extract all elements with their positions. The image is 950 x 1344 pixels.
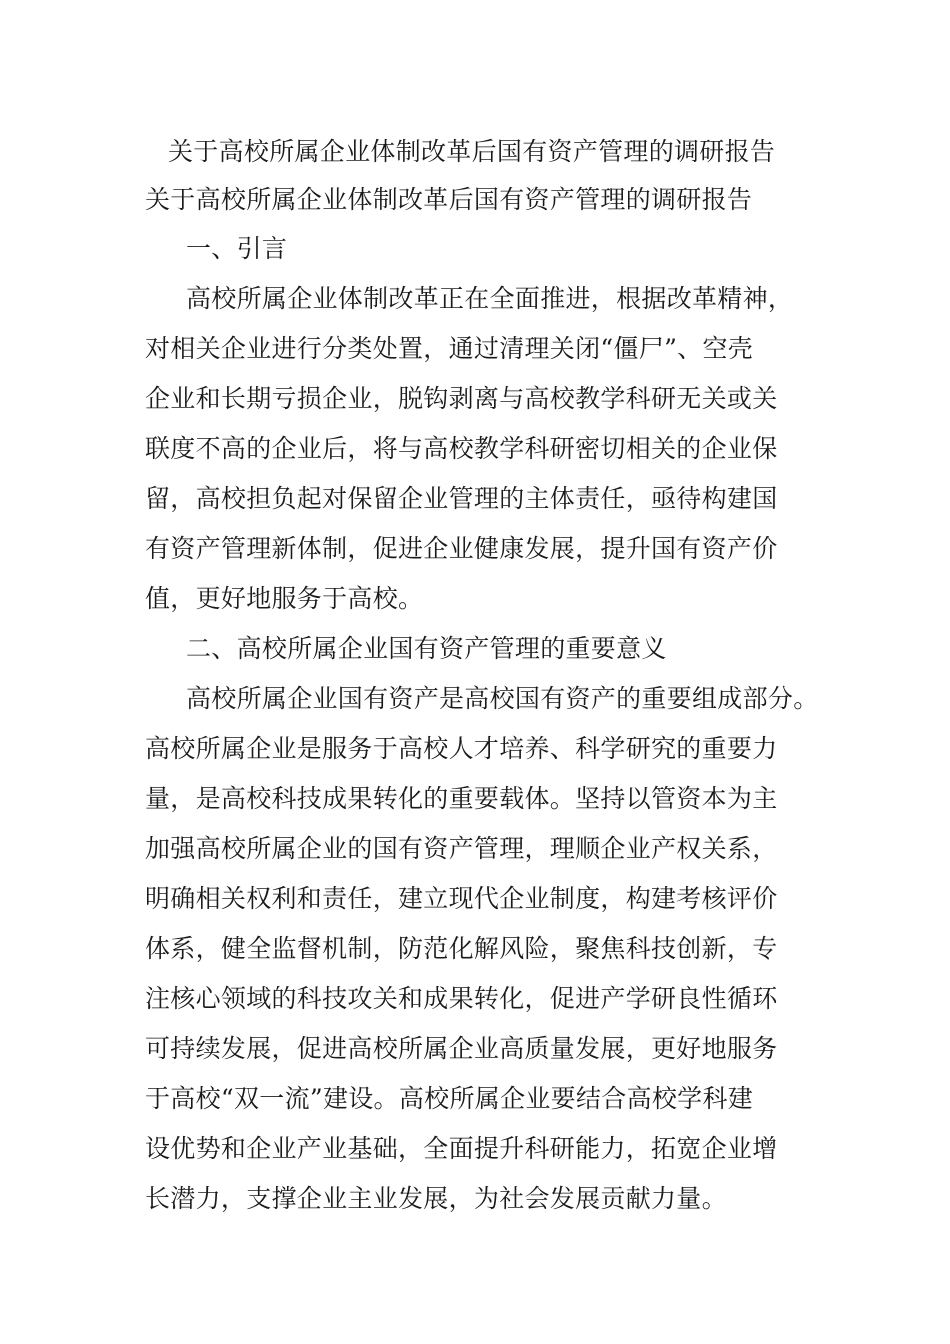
- paragraph-line: 可持续发展，促进高校所属企业高质量发展，更好地服务: [145, 1034, 778, 1063]
- paragraph-line: 明确相关权利和责任，建立现代企业制度，构建考核评价: [145, 884, 778, 913]
- paragraph-line: 注核心领域的科技攻关和成果转化，促进产学研良性循环: [145, 984, 778, 1013]
- section-heading-significance: 二、高校所属企业国有资产管理的重要意义: [186, 634, 667, 663]
- paragraph-line: 对相关企业进行分类处置，通过清理关闭“僵尸”、空壳: [145, 334, 754, 363]
- paragraph-line: 长潜力，支撑企业主业发展，为社会发展贡献力量。: [145, 1184, 727, 1213]
- section-heading-introduction: 一、引言: [186, 234, 288, 263]
- document-title-repeat: 关于高校所属企业体制改革后国有资产管理的调研报告: [145, 185, 753, 214]
- paragraph-line: 高校所属企业是服务于高校人才培养、科学研究的重要力: [145, 734, 778, 763]
- paragraph-line: 加强高校所属企业的国有资产管理，理顺企业产权关系，: [145, 834, 778, 863]
- paragraph-line: 量，是高校科技成果转化的重要载体。坚持以管资本为主: [145, 784, 778, 813]
- paragraph-line: 体系，健全监督机制，防范化解风险，聚焦科技创新，专: [145, 934, 778, 963]
- paragraph-line: 于高校“双一流”建设。高校所属企业要结合高校学科建: [145, 1084, 754, 1113]
- paragraph-line: 高校所属企业国有资产是高校国有资产的重要组成部分。: [186, 684, 819, 713]
- paragraph-line: 设优势和企业产业基础，全面提升科研能力，拓宽企业增: [145, 1134, 778, 1163]
- paragraph-line: 联度不高的企业后，将与高校教学科研密切相关的企业保: [145, 434, 778, 463]
- paragraph-line: 留，高校担负起对保留企业管理的主体责任，亟待构建国: [145, 484, 778, 513]
- paragraph-line: 值，更好地服务于高校。: [145, 584, 424, 613]
- paragraph-line: 有资产管理新体制，促进企业健康发展，提升国有资产价: [145, 534, 778, 563]
- document-title: 关于高校所属企业体制改革后国有资产管理的调研报告: [168, 137, 776, 166]
- paragraph-line: 企业和长期亏损企业，脱钩剥离与高校教学科研无关或关: [145, 384, 778, 413]
- paragraph-line: 高校所属企业体制改革正在全面推进，根据改革精神，: [186, 284, 794, 313]
